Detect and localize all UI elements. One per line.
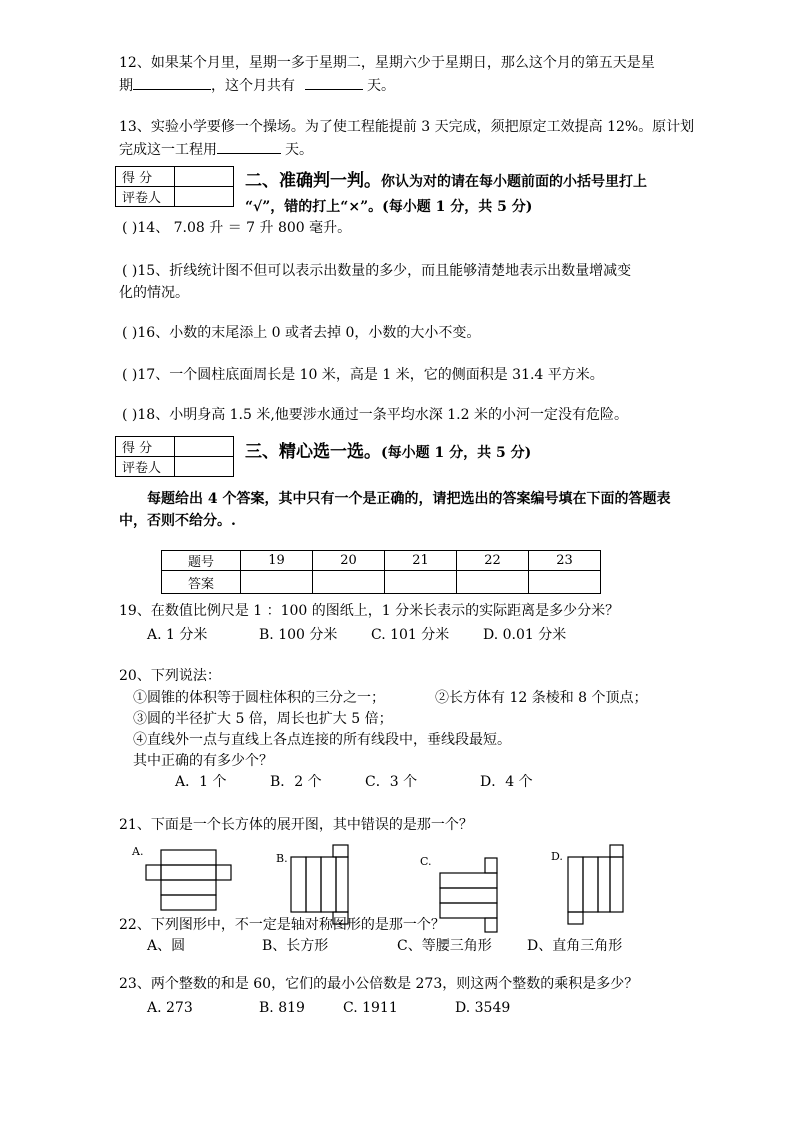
- q20-option-d[interactable]: D．4 个: [480, 774, 533, 790]
- q20-option-a[interactable]: A．1 个: [175, 774, 227, 790]
- q22-stem: 22、下列图形中，不一定是轴对称图形的是那一个？: [119, 917, 445, 933]
- net-d-label: D.: [551, 850, 563, 863]
- q22-option-a[interactable]: A、圆: [147, 938, 186, 954]
- q12-line1: 12、如果某个月里，星期一多于星期二，星期六少于星期日，那么这个月的第五天是星: [119, 55, 655, 71]
- score-label: 得 分: [116, 437, 175, 457]
- q20-statement-4: ④直线外一点与直线上各点连接的所有线段中，垂线段最短。: [133, 732, 511, 748]
- q23-option-c[interactable]: C. 1911: [343, 1000, 398, 1016]
- q17: ( )17、一个圆柱底面周长是 10 米，高是 1 米，它的侧面积是 31.4 平方米。: [122, 367, 604, 383]
- q13-text-b: 天。: [285, 142, 313, 158]
- net-c-label: C.: [420, 855, 432, 868]
- net-a-label: A.: [132, 845, 144, 858]
- q23-option-b[interactable]: B. 819: [259, 1000, 305, 1016]
- q15: ( )15、折线统计图不但可以表示出数量的多少，而且能够清楚地表示出数量增减变: [122, 263, 632, 279]
- grader-label: 评卷人: [116, 457, 175, 477]
- q12-text-c: 天。: [367, 78, 395, 94]
- question-number: 21: [385, 551, 457, 571]
- grader-label: 评卷人: [116, 187, 175, 207]
- q18: ( )18、小明身高 1.5 米,他要涉水通过一条平均水深 1.2 米的小河一定没有危险。: [122, 407, 628, 423]
- q22-option-d[interactable]: D、直角三角形: [527, 938, 623, 954]
- q20-statement-3: ③圆的半径扩大 5 倍，周长也扩大 5 倍；: [133, 711, 393, 727]
- section3-title: 三、精心选一选。: [245, 442, 381, 462]
- section3-desc1: 每题给出 4 个答案，其中只有一个是正确的，请把选出的答案编号填在下面的答题表: [147, 491, 671, 507]
- q20-option-c[interactable]: C．3 个: [365, 774, 418, 790]
- section2-title: 二、准确判一判。: [245, 171, 381, 191]
- q20-statement-1: ①圆锥的体积等于圆柱体积的三分之一；: [133, 690, 385, 706]
- q23-option-a[interactable]: A. 273: [147, 1000, 193, 1016]
- q14: ( )14、 7.08 升 ＝ 7 升 800 毫升。: [122, 220, 352, 236]
- question-number: 19: [241, 551, 313, 571]
- net-b-label: B.: [276, 852, 288, 865]
- q12-text-b: ，这个月共有: [211, 78, 295, 94]
- question-number: 20: [313, 551, 385, 571]
- q20-option-b[interactable]: B．2 个: [270, 774, 322, 790]
- section2-instr2: “√”，错的打上“×”。(每小题 1 分，共 5 分): [245, 199, 533, 215]
- q22-option-b[interactable]: B、长方形: [262, 938, 329, 954]
- q19-option-a[interactable]: A. 1 分米: [147, 627, 208, 643]
- score-label: 得 分: [116, 167, 175, 187]
- question-number: 23: [529, 551, 601, 571]
- q19-option-d[interactable]: D. 0.01 分米: [483, 627, 567, 643]
- section3-instr: (每小题 1 分，共 5 分): [381, 445, 532, 461]
- q20-stem: 20、下列说法：: [119, 668, 221, 684]
- q23-option-d[interactable]: D. 3549: [455, 1000, 511, 1016]
- q13-line1: 13、实验小学要修一个操场。为了使工程能提前 3 天完成，须把原定工效提高 12%。原计划: [119, 119, 695, 135]
- header-label: 题号: [162, 551, 241, 571]
- q20-ask: 其中正确的有多少个？: [133, 753, 273, 769]
- q16: ( )16、小数的末尾添上 0 或者去掉 0，小数的大小不变。: [122, 325, 481, 341]
- q12-text-a: 期: [119, 78, 133, 94]
- q22-option-c[interactable]: C、等腰三角形: [397, 938, 492, 954]
- question-number: 22: [457, 551, 529, 571]
- section2-instr1: 你认为对的请在每小题前面的小括号里打上: [381, 174, 647, 190]
- q23-stem: 23、两个整数的和是 60，它们的最小公倍数是 273，则这两个整数的乘积是多少？: [119, 976, 639, 992]
- section3-desc2: 中，否则不给分。.: [119, 513, 236, 529]
- q19-option-b[interactable]: B. 100 分米: [259, 627, 338, 643]
- answer-label: 答案: [162, 571, 241, 594]
- q20-statement-2: ②长方体有 12 条棱和 8 个顶点；: [435, 690, 648, 706]
- q15-cont: 化的情况。: [119, 285, 189, 301]
- q13-text-a: 完成这一工程用: [119, 142, 217, 158]
- q19-option-c[interactable]: C. 101 分米: [371, 627, 450, 643]
- q21-stem: 21、下面是一个长方体的展开图，其中错误的是那一个？: [119, 817, 473, 833]
- q19-stem: 19、在数值比例尺是 1 ：100 的图纸上，1 分米长表示的实际距离是多少分米？: [119, 603, 620, 619]
